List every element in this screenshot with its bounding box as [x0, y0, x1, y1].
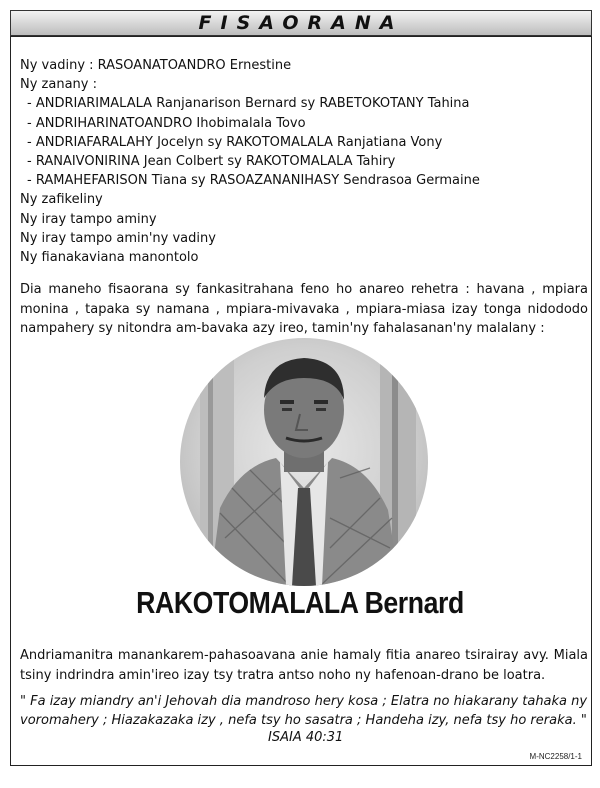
portrait-photo: [180, 338, 428, 586]
family-line: Ny iray tampo amin'ny vadiny: [20, 230, 216, 246]
deceased-name: RAKOTOMALALA Bernard: [136, 585, 464, 620]
announcement-header: [10, 10, 592, 36]
children-label: Ny zanany :: [20, 77, 97, 93]
announcement-title: FISAORANA: [198, 12, 404, 34]
family-line: Ny fianakaviana manontolo: [20, 250, 199, 266]
family-list: [20, 56, 590, 267]
child-item: - ANDRIHARINATOANDRO Ihobimalala Tovo: [27, 115, 306, 131]
child-item: - ANDRIARIMALALA Ranjanarison Bernard sy RABETOKOTANY Tahina: [27, 96, 470, 112]
spouse-line: Ny vadiny : RASOANATOANDRO Ernestine: [20, 58, 292, 73]
verse-reference: ISAIA 40:31: [268, 730, 344, 745]
closing-paragraph: Andriamanitra manankarem-pahasoavana anie hamaly fitia anareo tsirairay avy. Miala tsiny indrindra amin'ireo izay tsy tratra antso noho ny hafenoan-drano be loatra.: [20, 648, 588, 683]
family-line: Ny iray tampo aminy: [20, 211, 157, 227]
family-line: Ny zafikeliny: [20, 192, 103, 208]
child-item: - ANDRIAFARALAHY Jocelyn sy RAKOTOMALALA Ranjatiana Vony: [27, 134, 443, 150]
bible-verse: " Fa izay miandry an'i Jehovah dia mandroso hery kosa ; Elatra no hiakarany tahaka ny voromahery ; Hiazakazaka izy , nefa tsy ho sasatra ; Handeha izy, nefa tsy ho reraka. ": [20, 694, 588, 728]
deceased-portrait: [180, 338, 428, 586]
thanks-paragraph: Dia maneho fisaorana sy fankasitrahana feno ho anareo rehetra : havana , mpiara monina , tapaka sy namana , mpiara-mivavaka , mpiara-miasa izay tonga nidododo nampahery sy nitondra am-bavaka azy ireo, tamin'ny fahalasanan'ny malalany :: [20, 282, 588, 336]
reference-code: M-NC2258/1-1: [529, 752, 582, 761]
child-item: - RAMAHEFARISON Tiana sy RASOAZANANIHASY Sendrasoa Germaine: [27, 173, 480, 189]
child-item: - RANAIVONIRINA Jean Colbert sy RAKOTOMALALA Tahiry: [27, 154, 396, 170]
